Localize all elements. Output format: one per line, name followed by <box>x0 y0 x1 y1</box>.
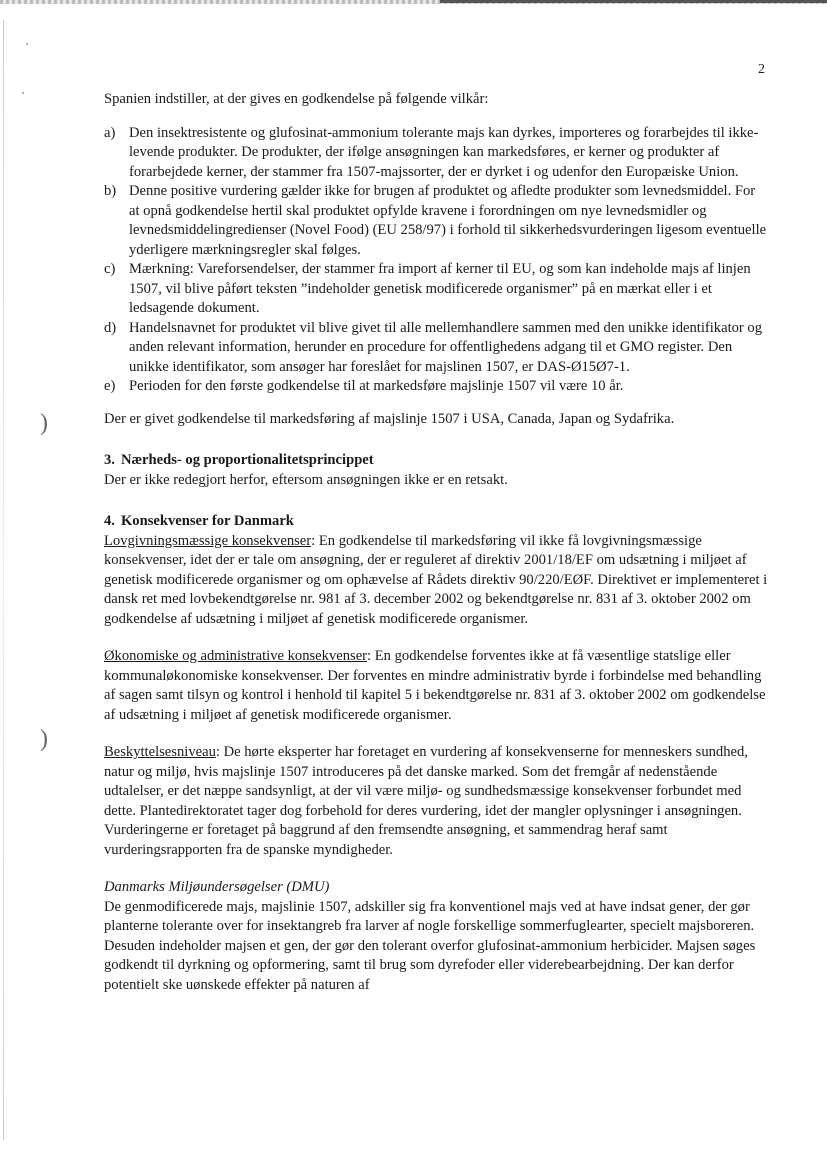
condition-item <box>104 319 768 378</box>
section-4-heading <box>104 512 768 532</box>
condition-text: Denne positive vurdering gælder ikke for brugen af produktet og afledte produkter som levnedsmiddel. For at opnå godkendelse hertil skal produktet opfylde kravene i forordningen om nye levnedsmidler og levnedsmiddelingredienser (Novel Food) (EU 258/97) i forhold til sikkerhedsvurderingen ligesom eventuelle yderligere mærkningsregler skal følges. <box>129 183 767 258</box>
conditions-list <box>104 124 768 397</box>
section-4-title: Konsekvenser for Danmark <box>120 513 294 529</box>
protection-level-label: Beskyttelsesniveau <box>104 744 216 760</box>
section-3-number: 3. <box>104 452 115 468</box>
protection-level-paragraph <box>104 743 768 860</box>
condition-marker: a) <box>104 124 116 141</box>
condition-item <box>104 182 768 260</box>
dmu-paragraph: De genmodificerede majs, majslinie 1507, adskiller sig fra konventionel majs ved at have indsat gener, der gør planterne tolerante over for insektangreb fra larver af nogle forskellige sommerfuglearter, specielt majsboreren. Desuden indeholder majsen et gen, der gør den tolerant overfor glufosinat-ammonium herbicider. Majsen søges godkendt til dyrkning og opformering, samt til brug som dyrefoder eller viderebearbejdning. Der kan derfor potentielt ske uønskede effekter på naturen af <box>104 898 756 993</box>
protection-level-text: : De hørte eksperter har foretaget en vurdering af konsekvenserne for menneskers sundhed, natur og miljø, hvis majslinje 1507 introduceres på det danske marked. Som det fremgår af nedenstående udtalelser, er det næppe sandsynligt, at der vil være miljø- og sundhedsmæssige konsekvenser forbundet med dette. Plantedirektoratet tager dog forbehold for deres vurdering, idet der mangler oplysninger i ansøgningen. Vurderingerne er foretaget på baggrund af den fremsendte ansøgning, et sammendrag heraf samt vurderingsrapporten fra de spanske myndigheder. <box>104 744 748 858</box>
intro-paragraph: Spanien indstiller, at der gives en godkendelse på følgende vilkår: <box>104 91 489 107</box>
condition-item <box>104 124 768 183</box>
scan-speck <box>22 92 24 94</box>
section-3-body: Der er ikke redegjort herfor, eftersom ansøgningen ikke er en retsakt. <box>104 471 508 488</box>
condition-marker: d) <box>104 319 117 336</box>
economic-consequences-paragraph <box>104 647 768 725</box>
punch-hole-mark: ) <box>40 726 48 752</box>
condition-text: Mærkning: Vareforsendelser, der stammer fra import af kerner til EU, og som kan indeholde majs af linjen 1507, vil blive påført teksten ”indeholder genetisk modificerede organismer” på en mærkat eller i et ledsagende dokument. <box>129 261 751 316</box>
scan-top-shadow <box>440 0 827 3</box>
legal-consequences-paragraph <box>104 532 768 630</box>
section-3-heading <box>104 451 768 471</box>
scan-left-edge <box>3 20 4 1140</box>
condition-item <box>104 377 768 397</box>
condition-text: Handelsnavnet for produktet vil blive givet til alle mellemhandlere sammen med den unikke identifikator og anden relevant information, herunder en procedure for offentlighedens adgang til et GMO register. Den unikke identifikator, som ansøger har foreslået for majslinen 1507, er DAS-Ø15Ø7-1. <box>129 319 763 375</box>
condition-marker: c) <box>104 261 116 277</box>
condition-item <box>104 260 768 319</box>
condition-text: Den insektresistente og glufosinat-ammonium tolerante majs kan dyrkes, importeres og forarbejdes til ikke-levende produkter. De produkter, der ifølge ansøgningen kan markedsføres, er kerner og produkter af forarbejdede kerner, der stammer fra 1507-majssorter, der er dyrket i og udenfor den Europæiske Union. <box>129 124 759 180</box>
condition-marker: b) <box>104 183 117 199</box>
document-body <box>104 90 768 995</box>
section-3-title: Nærheds- og proportionalitetsprincippet <box>120 452 374 468</box>
scan-speck <box>26 43 28 45</box>
economic-consequences-text: : En godkendelse forventes ikke at få væsentlige statslige eller kommunaløkonomiske konsekvenser. Der forventes en mindre administrativ byrde i forbindelse med behandling af sagen samt tilsyn og kontrol i henhold til kapitel 5 i bekendtgørelse nr. 831 af 3. oktober 2002 om godkendelse af udsætning i miljøet af genetisk modificerede organismer. <box>104 648 766 723</box>
section-4-number: 4. <box>104 513 115 529</box>
dmu-heading: Danmarks Miljøundersøgelser (DMU) <box>104 879 330 895</box>
legal-consequences-label: Lovgivningsmæssige konsekvenser <box>104 532 312 549</box>
approval-note: Der er givet godkendelse til markedsføring af majslinje 1507 i USA, Canada, Japan og Sydafrika. <box>104 410 675 427</box>
page-number: 2 <box>758 62 765 77</box>
legal-consequences-text: : En godkendelse til markedsføring vil ikke få lovgivningsmæssige konsekvenser, idet der er tale om ansøgning, der er reguleret af direktiv 2001/18/EF om udsætning i miljøet af genetisk modificerede organismer og om ophævelse af Rådets direktiv 90/220/EØF. Direktivet er implementeret i dansk ret med lovbekendtgørelse nr. 981 af 3. december 2002 og bekendtgørelse nr. 831 af 3. oktober 2002 om godkendelse af udsætning i miljøet af genetisk modificerede organismer. <box>104 532 768 627</box>
condition-marker: e) <box>104 378 116 394</box>
condition-text: Perioden for den første godkendelse til at markedsføre majslinje 1507 vil være 10 år. <box>129 378 624 394</box>
economic-consequences-label: Økonomiske og administrative konsekvenser <box>104 648 368 664</box>
punch-hole-mark: ) <box>40 410 48 436</box>
